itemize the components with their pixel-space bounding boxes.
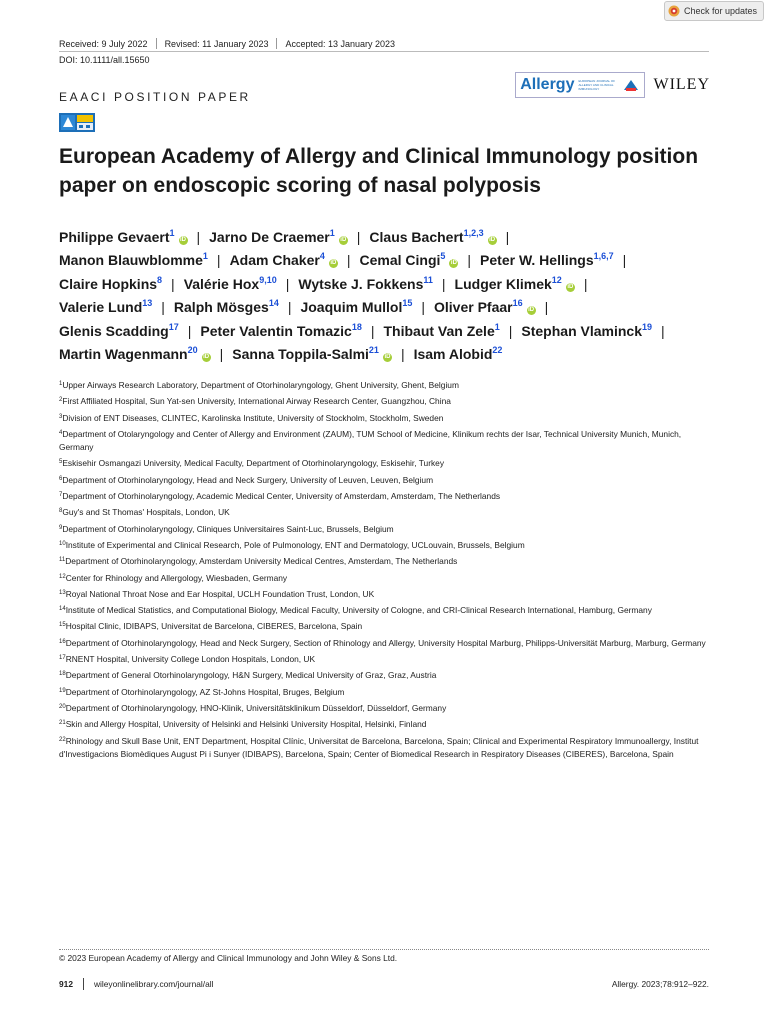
author-name[interactable] — [59, 346, 211, 362]
affiliation-item — [59, 637, 709, 650]
author-affiliation-ref[interactable]: 20 — [187, 345, 198, 356]
author-affiliation-ref[interactable]: 5 — [440, 251, 446, 262]
received-date: Received: 9 July 2022 — [59, 38, 148, 49]
affiliation-number: 5 — [59, 459, 63, 466]
affiliation-text: Royal National Throat Nose and Ear Hospital, UCLH Foundation Trust, London, UK — [65, 588, 375, 599]
author-separator: | — [583, 275, 588, 292]
affiliations — [59, 379, 709, 764]
author-name[interactable] — [414, 346, 503, 362]
author-name-text: Joaquim Mullol — [300, 299, 403, 316]
author-separator: | — [505, 229, 510, 245]
author-affiliation-ref[interactable]: 14 — [268, 298, 279, 309]
author-affiliation-ref[interactable]: 22 — [492, 345, 503, 356]
author-name-text: Oliver Pfaar — [434, 299, 513, 316]
author-name[interactable] — [174, 299, 279, 315]
author-line — [59, 226, 719, 249]
affiliation-text: Department of General Otorhinolaryngology, H&N Surgery, Medical University of Graz, Graz, Austria — [65, 670, 437, 681]
page-footer — [59, 978, 709, 990]
accepted-date: Accepted: 13 January 2023 — [285, 38, 396, 49]
eaaci-logo-icon — [622, 77, 640, 93]
affiliation-item — [59, 379, 709, 392]
author-name-text: Cemal Cingi — [359, 252, 441, 269]
author-separator: | — [171, 275, 175, 292]
affiliation-text: Skin and Allergy Hospital, University of Helsinki and Helsinki University Hospital, Helsinki, Finland — [65, 719, 427, 730]
author-separator: | — [400, 346, 405, 363]
author-separator: | — [661, 322, 665, 339]
author-affiliation-ref[interactable]: 1 — [202, 251, 208, 262]
article-title: European Academy of Allergy and Clinical Immunology position paper on endoscopic scoring of nasal polyposis — [59, 145, 699, 197]
author-affiliation-ref[interactable]: 1 — [494, 321, 500, 332]
affiliation-text: Institute of Medical Statistics, and Computational Biology, Medical Faculty, University of Cologne, and CRI-Clinical Research International, Hamburg, Germany — [65, 605, 652, 616]
affiliation-number: 19 — [59, 687, 66, 694]
author-affiliation-ref[interactable]: 1 — [169, 228, 175, 238]
author-affiliation-ref[interactable]: 21 — [368, 345, 379, 356]
author-name[interactable] — [184, 276, 277, 292]
author-name-text: Wytske J. Fokkens — [298, 275, 424, 292]
author-name-text: Manon Blauwblomme — [59, 252, 203, 269]
orcid-icon[interactable]: iD — [203, 354, 210, 361]
author-name-text: Peter W. Hellings — [480, 252, 594, 269]
author-name[interactable] — [59, 252, 208, 268]
affiliation-text: Upper Airways Research Laboratory, Department of Otorhinolaryngology, Ghent University, Ghent, Belgium — [62, 380, 459, 390]
journal-name: Allergy — [520, 76, 575, 93]
author-line — [59, 320, 719, 343]
check-updates-icon — [668, 5, 680, 17]
affiliation-number: 6 — [59, 475, 63, 482]
author-name[interactable] — [59, 299, 152, 315]
author-name[interactable] — [521, 323, 652, 339]
author-name[interactable] — [298, 276, 433, 292]
citation: Allergy. 2023;78:912–922. — [611, 979, 709, 989]
author-separator: | — [196, 229, 201, 245]
author-line — [59, 296, 719, 319]
author-name-text: Jarno De Craemer — [209, 229, 330, 245]
author-name[interactable] — [59, 276, 162, 292]
divider — [156, 38, 157, 49]
affiliation-item — [59, 474, 709, 487]
author-name-text: Isam Alobid — [413, 346, 493, 363]
affiliation-item — [59, 686, 709, 699]
affiliation-item — [59, 653, 709, 666]
author-separator: | — [370, 322, 375, 339]
orcid-icon[interactable]: iD — [489, 237, 496, 243]
author-name[interactable] — [232, 346, 392, 362]
divider — [83, 978, 84, 990]
affiliation-number: 8 — [59, 508, 63, 515]
affiliation-text: Department of Otorhinolaryngology, AZ St-Johns Hospital, Bruges, Belgium — [65, 686, 345, 697]
affiliation-text: Department of Otorhinolaryngology, Amsterdam University Medical Centres, Amsterdam, The Netherlands — [65, 556, 458, 567]
orcid-icon[interactable]: iD — [180, 237, 186, 243]
author-separator: | — [467, 252, 472, 269]
affiliation-number: 21 — [59, 720, 66, 727]
author-name[interactable] — [300, 299, 412, 315]
author-name-text: Adam Chaker — [229, 252, 320, 269]
affiliation-text: Department of Otorhinolaryngology, Head and Neck Surgery, Section of Rhinology and Allergy, University Hospital Marburg, Philipps-Universität Marburg, Marburg, Germany — [65, 637, 706, 648]
affiliation-text: Department of Otorhinolaryngology, Head and Neck Surgery, University of Leuven, Leuven, Belgium — [62, 474, 434, 485]
author-separator: | — [287, 299, 292, 316]
affiliation-number: 1 — [59, 381, 63, 387]
affiliation-item — [59, 428, 709, 455]
author-affiliation-ref[interactable]: 1 — [329, 228, 335, 238]
affiliation-text: Eskisehir Osmangazi University, Medical Faculty, Department of Otorhinolaryngology, Eskisehir, Turkey — [62, 458, 445, 469]
revised-date: Revised: 11 January 2023 — [164, 38, 269, 49]
affiliation-item — [59, 523, 709, 536]
affiliation-number: 13 — [59, 589, 66, 596]
affiliation-item — [59, 539, 709, 552]
orcid-icon[interactable]: iD — [340, 237, 347, 243]
affiliation-item — [59, 588, 709, 601]
affiliation-number: 20 — [59, 703, 66, 710]
author-separator: | — [161, 299, 165, 316]
divider — [276, 38, 277, 49]
check-updates-label: Check for updates — [683, 6, 757, 16]
publisher-logo: WILEY — [653, 76, 710, 93]
author-affiliation-ref[interactable]: 1,2,3 — [463, 228, 484, 238]
author-name[interactable] — [359, 252, 458, 268]
author-affiliation-ref[interactable]: 12 — [551, 274, 562, 285]
author-name[interactable] — [383, 323, 499, 339]
author-separator: | — [219, 346, 224, 363]
affiliation-number: 4 — [59, 429, 63, 436]
author-separator: | — [285, 275, 290, 292]
author-separator: | — [187, 322, 192, 339]
affiliation-text: Department of Otorhinolaryngology, Cliniques Universitaires Saint-Luc, Brussels, Belgium — [62, 523, 394, 534]
author-list — [59, 226, 719, 366]
author-name-text: Claus Bachert — [369, 229, 464, 245]
author-affiliation-ref[interactable]: 1,6,7 — [593, 251, 614, 262]
author-name-text: Glenis Scadding — [59, 322, 169, 339]
affiliation-text: Department of Otolaryngology and Center of Allergy and Environment (ZAUM), TUM School of Medicine, Klinikum rechts der Isar, Technical University Munich, Munich, Germany — [59, 428, 682, 453]
affiliation-item — [59, 604, 709, 617]
affiliation-item — [59, 702, 709, 715]
author-name[interactable] — [455, 276, 575, 292]
author-name-text: Valerie Lund — [59, 299, 143, 316]
affiliation-text: Institute of Experimental and Clinical Research, Pole of Pulmonology, ENT and Dermatology, UCLouvain, Brussels, Belgium — [65, 539, 525, 550]
affiliation-number: 15 — [59, 622, 66, 629]
affiliation-item — [59, 735, 709, 762]
affiliation-text: Division of ENT Diseases, CLINTEC, Karolinska Institute, University of Stockholm, Stockholm, Sweden — [62, 412, 444, 423]
author-name-text: Philippe Gevaert — [59, 229, 170, 245]
author-affiliation-ref[interactable]: 9,10 — [259, 274, 277, 285]
affiliation-item — [59, 718, 709, 731]
author-affiliation-ref[interactable]: 18 — [351, 321, 362, 332]
author-name-text: Stephan Vlaminck — [521, 322, 642, 339]
author-name-text: Ralph Mösges — [173, 299, 269, 316]
orcid-icon[interactable]: iD — [450, 260, 457, 267]
author-affiliation-ref[interactable]: 17 — [168, 321, 179, 332]
author-separator: | — [622, 252, 627, 269]
affiliation-number: 3 — [59, 413, 63, 420]
affiliation-number: 9 — [59, 524, 63, 531]
header-rule — [59, 51, 709, 52]
author-affiliation-ref[interactable]: 15 — [402, 298, 413, 309]
journal-logo — [515, 72, 645, 98]
journal-brand — [515, 72, 710, 98]
author-line — [59, 273, 719, 296]
author-affiliation-ref[interactable]: 8 — [157, 274, 163, 285]
author-separator: | — [508, 322, 513, 339]
article-dates — [59, 38, 395, 49]
author-name-text: Claire Hopkins — [59, 275, 158, 292]
author-affiliation-ref[interactable]: 16 — [512, 298, 523, 309]
author-separator: | — [441, 275, 446, 292]
author-name[interactable] — [200, 323, 361, 339]
check-for-updates-button[interactable] — [664, 1, 764, 21]
author-name-text: Valérie Hox — [183, 275, 260, 292]
author-name-text: Martin Wagenmann — [59, 346, 188, 363]
affiliation-number: 11 — [59, 557, 66, 564]
affiliation-text: First Affiliated Hospital, Sun Yat-sen University, International Airway Research Center, Guangzhou, China — [62, 396, 451, 407]
author-name[interactable] — [59, 323, 179, 339]
author-affiliation-ref[interactable]: 19 — [641, 321, 652, 332]
author-affiliation-ref[interactable]: 4 — [319, 251, 325, 262]
affiliation-number: 10 — [59, 540, 66, 547]
affiliation-item — [59, 669, 709, 682]
author-name[interactable] — [59, 229, 188, 245]
doi[interactable]: DOI: 10.1111/all.15650 — [59, 55, 150, 65]
affiliation-number: 7 — [59, 492, 63, 499]
affiliation-item — [59, 620, 709, 633]
journal-url[interactable]: wileyonlinelibrary.com/journal/all — [93, 979, 214, 989]
author-affiliation-ref[interactable]: 11 — [423, 274, 433, 285]
affiliation-number: 12 — [59, 573, 66, 580]
author-separator: | — [544, 299, 549, 316]
affiliation-text: Department of Otorhinolaryngology, Academic Medical Center, University of Amsterdam, Amsterdam, The Netherlands — [62, 491, 501, 502]
affiliation-number: 16 — [59, 638, 66, 645]
author-line — [59, 343, 719, 366]
author-name[interactable] — [230, 252, 338, 268]
affiliation-item — [59, 555, 709, 568]
author-separator: | — [346, 252, 351, 269]
eaaci-badge-icon — [59, 113, 95, 132]
affiliation-item — [59, 457, 709, 470]
affiliation-number: 22 — [59, 736, 66, 743]
affiliation-item — [59, 506, 709, 519]
affiliation-number: 14 — [59, 606, 66, 613]
author-line — [59, 249, 719, 272]
affiliation-item — [59, 572, 709, 585]
affiliation-number: 2 — [59, 397, 63, 404]
copyright: © 2023 European Academy of Allergy and Clinical Immunology and John Wiley & Sons Ltd. — [59, 953, 398, 963]
orcid-icon[interactable]: iD — [567, 283, 574, 290]
affiliation-number: 18 — [59, 671, 66, 678]
affiliation-text: Rhinology and Skull Base Unit, ENT Department, Hospital Clínic, Universitat de Barcelona, Barcelona, Spain; Clinical and Experimental Respiratory Immunoallergy, Institut d'Investigacions Biomèdiques August Pi i Sunyer (IDIBAPS), Barcelona, Spain; Center of Biomedical Research in Respiratory Diseases (CIBERES), Barcelona, Spain — [59, 735, 699, 759]
author-name-text: Ludger Klimek — [454, 275, 552, 292]
author-name[interactable] — [369, 229, 496, 245]
footer-rule — [59, 949, 709, 950]
article-type: EAACI POSITION PAPER — [59, 90, 251, 104]
author-affiliation-ref[interactable]: 13 — [142, 298, 153, 309]
author-name[interactable] — [209, 229, 348, 245]
affiliation-text: Department of Otorhinolaryngology, HNO-Klinik, Universitätsklinikum Düsseldorf, Düsseldorf, Germany — [65, 702, 447, 713]
orcid-icon[interactable]: iD — [384, 354, 391, 361]
affiliation-text: RNENT Hospital, University College London Hospitals, London, UK — [65, 654, 316, 665]
author-name[interactable] — [480, 252, 614, 268]
author-separator: | — [216, 252, 221, 269]
affiliation-item — [59, 490, 709, 503]
page-number: 912 — [59, 979, 73, 989]
affiliation-text: Guy's and St Thomas' Hospitals, London, UK — [62, 507, 230, 518]
author-name-text: Peter Valentin Tomazic — [200, 322, 352, 339]
journal-subtitle: EUROPEAN JOURNAL OF ALLERGY AND CLINICAL IMMUNOLOGY — [578, 79, 616, 91]
author-name-text: Thibaut Van Zele — [383, 322, 495, 339]
affiliation-text: Hospital Clinic, IDIBAPS, Universitat de Barcelona, CIBERES, Barcelona, Spain — [65, 621, 363, 632]
orcid-icon[interactable]: iD — [330, 260, 337, 267]
affiliation-text: Center for Rhinology and Allergology, Wiesbaden, Germany — [65, 572, 288, 583]
affiliation-number: 17 — [59, 655, 66, 662]
orcid-icon[interactable]: iD — [528, 307, 535, 314]
author-name[interactable] — [434, 299, 536, 315]
affiliation-item — [59, 412, 709, 425]
author-name-text: Sanna Toppila-Salmi — [232, 346, 369, 363]
author-separator: | — [356, 229, 361, 245]
author-separator: | — [421, 299, 426, 316]
affiliation-item — [59, 395, 709, 408]
